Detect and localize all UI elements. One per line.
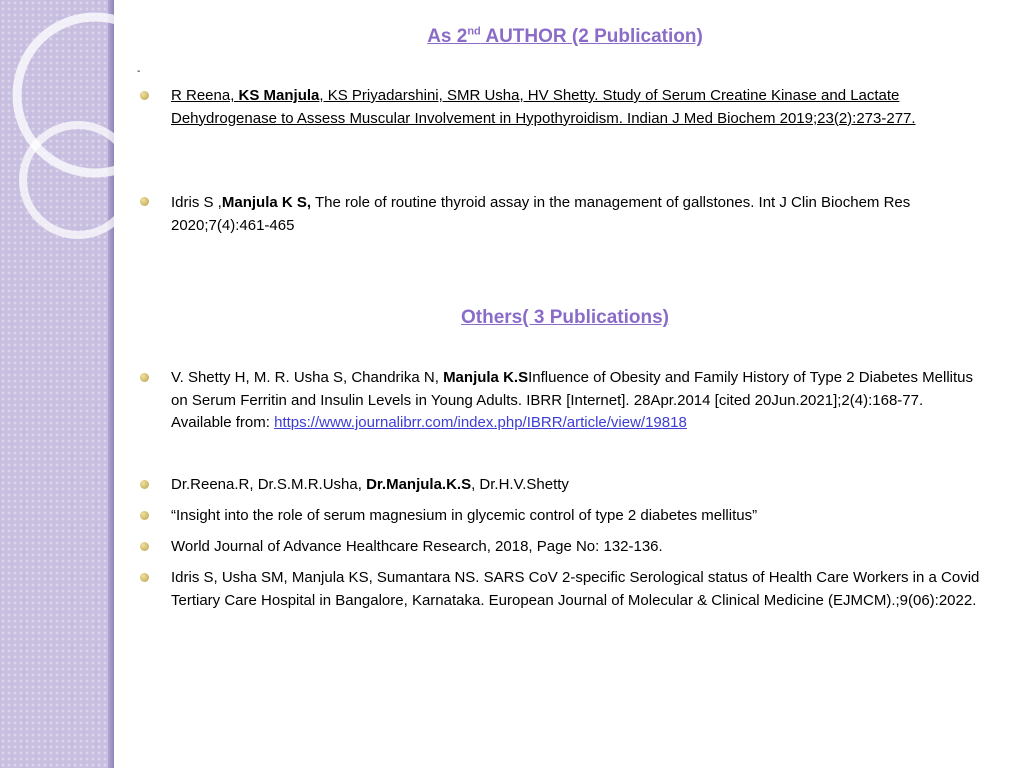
bullet-icon [140,573,149,582]
publication-item-2: Idris S ,Manjula K S, The role of routine thyroid assay in the management of gallstones. Int J Clin Biochem Res 2020;7(4):461-465 [171,194,911,234]
second-author-heading: As 2nd AUTHOR (2 Publication) [427,26,703,48]
bullet-icon [140,197,149,206]
publication-item-3: V. Shetty H, M. R. Usha S, Chandrika N, Manjula K.SInfluence of Obesity and Family History of Type 2 Diabetes Mellitus on Serum Ferritin and Insulin Levels in Young Adults. IBRR [Internet]. 28Apr.2014 [cited 20Jun.2021];2(4):168-77. Available from: https://www.journalibrr.com/index.php/IBRR/article/view/19818 [171,369,974,431]
bullet-icon [140,91,149,100]
publication-item-7: Idris S, Usha SM, Manjula KS, Sumantara NS. SARS CoV 2-specific Serological status of Health Care Workers in a Covid Tertiary Care Hospital in Bangalore, Karnataka. European Journal of Molecular & Clinical Medicine (EJMCM).;9(06):2022. [171,569,980,609]
article-link[interactable]: https://www.journalibrr.com/index.php/IBRR/article/view/19818 [274,414,687,431]
publication-item-5: “Insight into the role of serum magnesium in glycemic control of type 2 diabetes mellitus” [171,507,758,524]
bullet-icon [140,542,149,551]
publication-item-6: World Journal of Advance Healthcare Research, 2018, Page No: 132-136. [171,538,663,555]
others-heading: Others( 3 Publications) [461,307,669,328]
bullet-icon [140,511,149,520]
bullet-icon [140,480,149,489]
bullet-icon [140,373,149,382]
publication-item-1: R Reena, KS Manjula, KS Priyadarshini, SMR Usha, HV Shetty. Study of Serum Creatine Kinase and Lactate Dehydrogenase to Assess Muscular Involvement in Hypothyroidism. Indian J Med Biochem 2019;23(2):273-277. [171,87,916,127]
dash-mark: - [137,66,141,77]
publication-item-4: Dr.Reena.R, Dr.S.M.R.Usha, Dr.Manjula.K.S, Dr.H.V.Shetty [171,476,569,493]
